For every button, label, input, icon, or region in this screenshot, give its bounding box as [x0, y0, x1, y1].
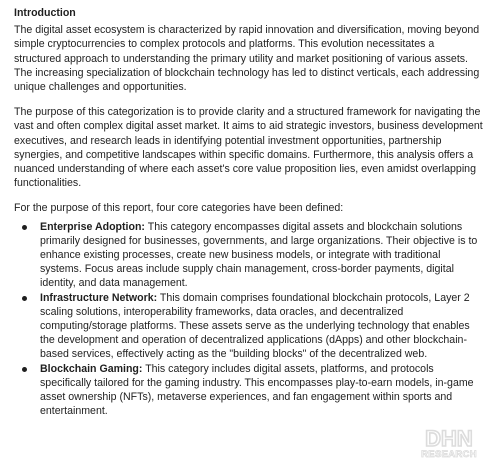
paragraph-intro: The digital asset ecosystem is characterized by rapid innovation and diversification, moving beyond simple cryptocurrencies to complex protocols and platforms. This evolution necessitates a structured approach to understanding the primary utility and market positioning of various assets. The increasing specialization of blockchain technology has led to distinct verticals, each addressing unique challenges and opportunities.	[14, 24, 480, 94]
category-term: Enterprise Adoption:	[40, 220, 145, 233]
category-description: This category includes digital assets, platforms, and protocols specifically tailored for the gaming industry. This encompasses play-to-earn models, in-game asset ownership (NFTs), metaverse experiences, and fan engagement within sports and entertainment.	[40, 362, 474, 418]
section-heading: Introduction	[14, 7, 76, 19]
list-item-infrastructure-network	[14, 291, 484, 362]
document-body	[14, 6, 484, 418]
bullet-icon	[22, 367, 27, 372]
category-description: This domain comprises foundational blockchain protocols, Layer 2 scaling solutions, interoperability frameworks, data oracles, and decentralized computing/storage platforms. These assets serve as the underlying technology that enables the development and operation of decentralized applications (dApps) and other blockchain-based services, effectively acting as the "building blocks" of the decentralized web.	[40, 291, 470, 361]
bullet-icon	[22, 296, 27, 301]
category-list	[14, 220, 484, 419]
list-item-enterprise-adoption	[14, 220, 484, 291]
paragraph-categories-lead: For the purpose of this report, four core categories have been defined:	[14, 202, 344, 215]
category-description: This category encompasses digital assets and blockchain solutions primarily designed for businesses, governments, and large organizations. Their objective is to enhance existing processes, create new business models, or integrate with traditional systems. Focus areas include supply chain management, cross-border payments, digital identity, and data management.	[40, 220, 478, 290]
logo-subtitle: RESEARCH	[421, 449, 477, 460]
logo-wordmark: DHN	[425, 426, 473, 451]
list-item-blockchain-gaming	[14, 362, 484, 419]
bullet-icon	[22, 225, 27, 230]
paragraph-purpose: The purpose of this categorization is to provide clarity and a structured framework for navigating the vast and often complex digital asset market. It aims to aid strategic investors, business development executives, and research leads in identifying potential investment opportunities, partnership synergies, and competitive landscapes within specific domains. Furthermore, this analysis offers a nuanced understanding of where each asset's core value proposition lies, even amidst overlapping functionalities.	[14, 106, 483, 190]
category-term: Infrastructure Network:	[40, 291, 158, 304]
dhn-research-logo	[418, 424, 480, 460]
category-term: Blockchain Gaming:	[40, 362, 143, 375]
